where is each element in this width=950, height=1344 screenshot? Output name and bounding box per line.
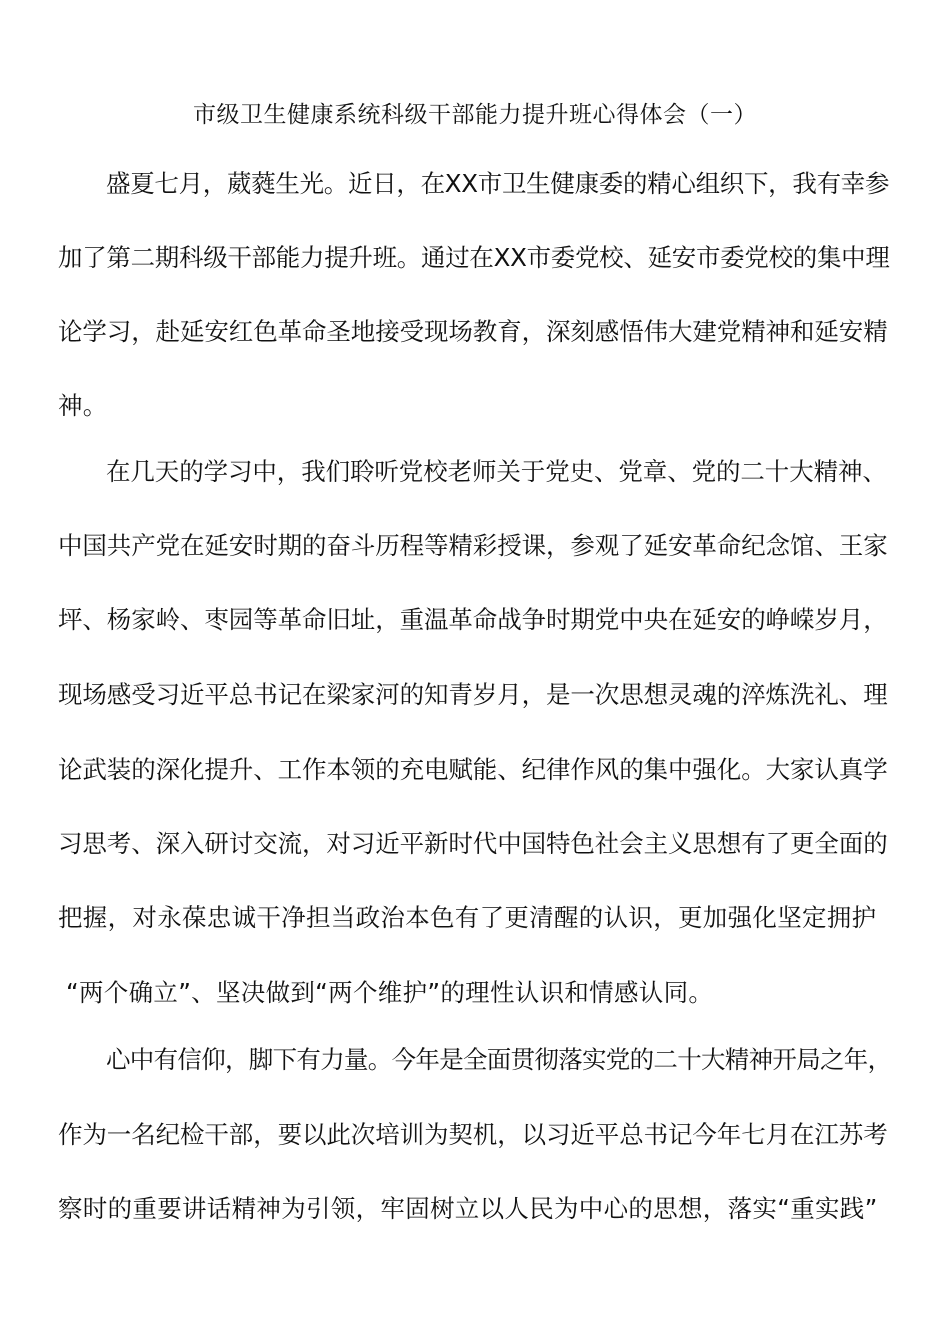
paragraph-2-line-6: 习思考、深入研讨交流，对习近平新时代中国特色社会主义思想有了更全面的: [58, 829, 888, 858]
paragraph-1-line-2: 加了第二期科级干部能力提升班。通过在XX市委党校、延安市委党校的集中理: [58, 243, 890, 272]
paragraph-3-line-1: 心中有信仰，脚下有力量。今年是全面贯彻落实党的二十大精神开局之年，: [106, 1045, 892, 1074]
paragraph-1-line-3: 论学习，赴延安红色革命圣地接受现场教育，深刻感悟伟大建党精神和延安精: [58, 317, 888, 346]
paragraph-1-line-1: 盛夏七月，葳蕤生光。近日，在XX市卫生健康委的精心组织下，我有幸参: [106, 169, 890, 198]
paragraph-2-line-7: 把握，对永葆忠诚干净担当政治本色有了更清醒的认识，更加强化坚定拥护: [58, 903, 877, 932]
paragraph-3-line-2: 作为一名纪检干部，要以此次培训为契机，以习近平总书记今年七月在江苏考: [58, 1120, 888, 1149]
paragraph-2-line-2: 中国共产党在延安时期的奋斗历程等精彩授课，参观了延安革命纪念馆、王家: [58, 531, 888, 560]
paragraph-2-line-8: “两个确立”、坚决做到“两个维护”的理性认识和情感认同。: [66, 978, 714, 1007]
paragraph-2-line-4: 现场感受习近平总书记在梁家河的知青岁月，是一次思想灵魂的淬炼洗礼、理: [58, 680, 888, 709]
document-title: 市级卫生健康系统科级干部能力提升班心得体会（一）: [193, 102, 757, 128]
paragraph-2-line-1: 在几天的学习中，我们聆听党校老师关于党史、党章、党的二十大精神、: [106, 457, 887, 486]
paragraph-1-line-4: 神。: [58, 391, 108, 420]
paragraph-2-line-3: 坪、杨家岭、枣园等革命旧址，重温革命战争时期党中央在延安的峥嵘岁月，: [58, 605, 888, 634]
paragraph-2-line-5: 论武装的深化提升、工作本领的充电赋能、纪律作风的集中强化。大家认真学: [58, 755, 888, 784]
paragraph-3-line-3: 察时的重要讲话精神为引领，牢固树立以人民为中心的思想，落实“重实践”: [58, 1194, 878, 1223]
